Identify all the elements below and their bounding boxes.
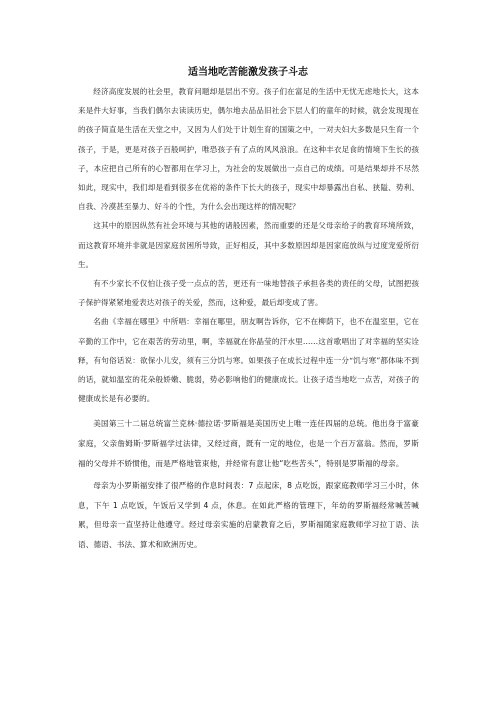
paragraph-roosevelt: 美国第三十二届总统富兰克林·德拉诺·罗斯福是美国历史上唯一连任四届的总统。他出身于富豪家庭，父亲詹姆斯·罗斯福学过法律，又经过商，既有一定的地位，也是一个百万富翁。然而，罗斯福的父母并不娇惯他，而是严格地管束他，并经常有意让他“吃些苦头”，特别是罗斯福的母亲。 [78, 419, 419, 469]
paragraph-parents: 有不少家长不仅怕让孩子受一点点的苦，更还有一味地替孩子承担各类的责任的父母，试图把孩子保护得紧紧地爱表达对孩子的关爱，然而，这种爱，最后却变成了害。 [78, 279, 419, 308]
paragraph-song: 名曲《幸福在哪里》中所唱：幸福在哪里，朋友啊告诉你，它不在柳荫下，也不在温室里，它在辛勤的工作中，它在艰苦的劳动里，啊，幸福就在你晶莹的汗水里……这首歌唱出了对幸福的坚实诠释，有句俗话说：欲保小儿安，须有三分饥与寒。如果孩子在成长过程中连一分“饥与寒”都体味不到的话，就如温室的花朵般娇嫩、脆弱，势必影响他们的健康成长。让孩子适当地吃一点苦，对孩子的健康成长是有必要的。 [78, 317, 419, 404]
paragraph-schedule: 母亲为小罗斯福安排了很严格的作息时间表：7 点起床，8 点吃饭，跟家庭教师学习三小时，休息，下午 1 点吃饭，午饭后又学到 4 点，休息。在如此严格的管理下，年幼的罗斯福经常喊苦喊累，但母亲一直坚持让他遵守。经过母亲实施的启蒙教育之后，罗斯福随家庭教师学习拉丁语、法语、德语、书法、算术和欧洲历史。 [78, 480, 419, 550]
paragraph-causes: 这其中的原因纵然有社会环境与其他的诸般因素，然而重要的还是父母亲给子的教育环境所致，而这教育环境并非就是因家庭贫困所导致，正好相反，其中多数原因却是因家庭放纵与过度宠爱所衍生。 [78, 221, 419, 269]
paragraph-intro: 经济高度发展的社会里，教育问题却是层出不穷。孩子们在富足的生活中无忧无虑地长大，这本来是件大好事，当我们偶尔去读读历史，偶尔地去品品旧社会下层人们的童年的时候，就会发现现在的孩子简直是生活在天堂之中，又因为人们处于计划生育的国策之中，一对夫妇大多数是只生育一个孩子，于是，更是对孩子百般呵护，唯恐孩子有了点的风风浪浪。在这种丰衣足食的情境下生长的孩子，本应把自己所有的心智都用在学习上，为社会的发展做出一点自己的成绩。可是结果却并不尽然如此，现实中，我们却是看到很多在优裕的条件下长大的孩子，现实中却暴露出自私、狭隘、势利、自我、冷漠甚至暴力、好斗的个性，为什么会出现这样的情况呢？ [78, 87, 419, 212]
document-body [78, 82, 419, 555]
document-title: 适当地吃苦能激发孩子斗志 [188, 67, 308, 78]
